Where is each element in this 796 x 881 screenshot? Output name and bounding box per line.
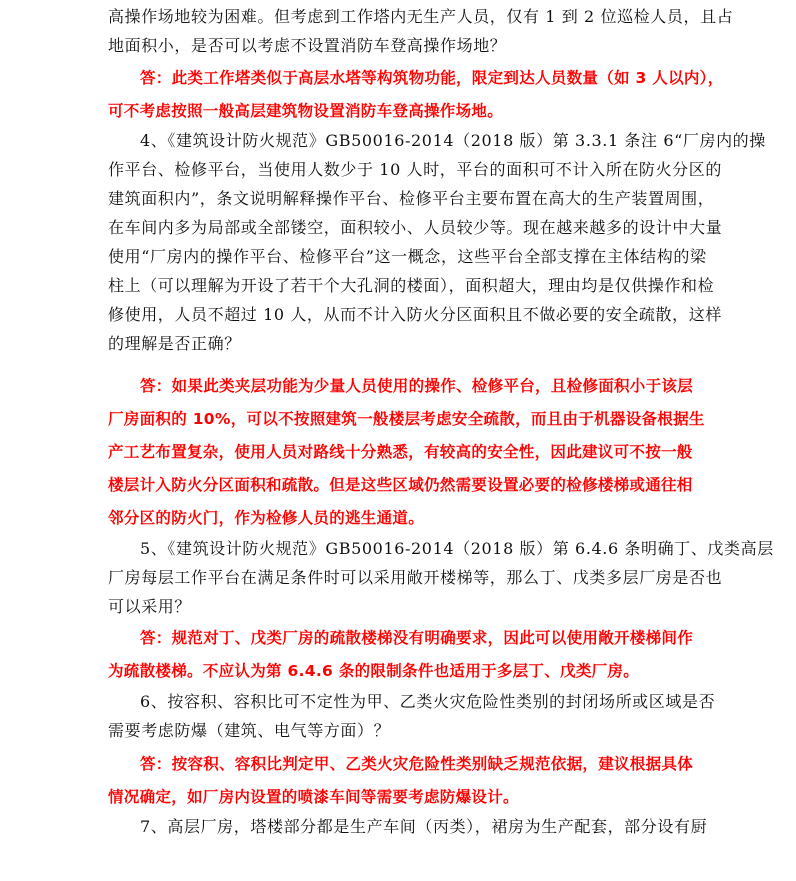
answer-5 [0,622,796,688]
question-paragraph [0,2,796,60]
text-line: 高操作场地较为困难。但考虑到工作塔内无生产人员，仅有 1 到 2 位巡检人员，且占 [108,7,734,26]
answer-line: 情况确定，如厂房内设置的喷漆车间等需要考虑防爆设计。 [108,788,519,806]
text-line: 的理解是否正确？ [108,334,241,353]
answer-line: 答：规范对丁、戊类厂房的疏散楼梯没有明确要求，因此可以使用敞开楼梯间作 [140,629,694,647]
question-paragraph [0,812,796,841]
text-line: 建筑面积内”，条文说明解释操作平台、检修平台主要布置在高大的生产装置周围， [108,189,715,208]
answer-paragraph [0,62,796,128]
question-paragraph [0,126,796,358]
text-line: 可以采用？ [108,597,192,616]
answer-paragraph [0,748,796,814]
answer-line: 答：如果此类夹层功能为少量人员使用的操作、检修平台，且检修面积小于该层 [140,377,694,395]
answer-line: 答：此类工作塔类似于高层水塔等构筑物功能，限定到达人员数量（如 3 人以内）， [140,69,724,87]
answer-line: 为疏散楼梯。不应认为第 6.4.6 条的限制条件也适用于多层丁、戊类厂房。 [108,662,640,680]
answer-line: 楼层计入防火分区面积和疏散。但是这些区域仍然需要设置必要的检修楼梯或通往相 [108,476,693,494]
answer-line: 邻分区的防火门，作为检修人员的逃生通道。 [108,509,425,527]
text-line: 4、《建筑设计防火规范》GB50016-2014（2018 版）第 3.3.1 条注 6“厂房内的操 [140,131,766,150]
answer-paragraph [0,622,796,688]
text-line: 修使用，人员不超过 10 人，从而不计入防火分区面积且不做必要的安全疏散，这样 [108,305,722,324]
text-line: 地面积小，是否可以考虑不设置消防车登高操作场地？ [108,36,507,55]
text-line: 在车间内多为局部或全部镂空，面积较小、人员较少等。现在越来越多的设计中大量 [108,218,723,237]
question-1-continuation [0,2,796,60]
question-7 [0,812,796,841]
question-6 [0,687,796,745]
answer-1 [0,62,796,128]
answer-line: 可不考虑按照一般高层建筑物设置消防车登高操作场地。 [108,102,504,120]
question-paragraph [0,687,796,745]
text-line: 5、《建筑设计防火规范》GB50016-2014（2018 版）第 6.4.6 条明确丁、戊类高层 [140,539,774,558]
question-5 [0,534,796,621]
text-line: 柱上（可以理解为开设了若干个大孔洞的楼面），面积超大，理由均是仅供操作和检 [108,276,715,295]
text-line: 作平台、检修平台，当使用人数少于 10 人时，平台的面积可不计入所在防火分区的 [108,160,722,179]
question-4 [0,126,796,358]
answer-paragraph [0,370,796,535]
text-line: 7、高层厂房，塔楼部分都是生产车间（丙类），裙房为生产配套，部分设有厨 [140,817,708,836]
answer-4 [0,370,796,535]
answer-line: 答：按容积、容积比判定甲、乙类火灾危险性类别缺乏规范依据，建议根据具体 [140,755,694,773]
answer-line: 产工艺布置复杂，使用人员对路线十分熟悉，有较高的安全性，因此建议可不按一般 [108,443,693,461]
question-paragraph [0,534,796,621]
answer-line: 厂房面积的 10%，可以不按照建筑一般楼层考虑安全疏散，而且由于机器设备根据生 [108,410,705,428]
text-line: 厂房每层工作平台在满足条件时可以采用敞开楼梯等，那么丁、戊类多层厂房是否也 [108,568,723,587]
text-line: 6、按容积、容积比可不定性为甲、乙类火灾危险性类别的封闭场所或区域是否 [140,692,716,711]
answer-6 [0,748,796,814]
text-line: 需要考虑防爆（建筑、电气等方面）？ [108,721,391,740]
text-line: 使用“厂房内的操作平台、检修平台”这一概念，这些平台全部支撑在主体结构的梁 [108,247,707,266]
